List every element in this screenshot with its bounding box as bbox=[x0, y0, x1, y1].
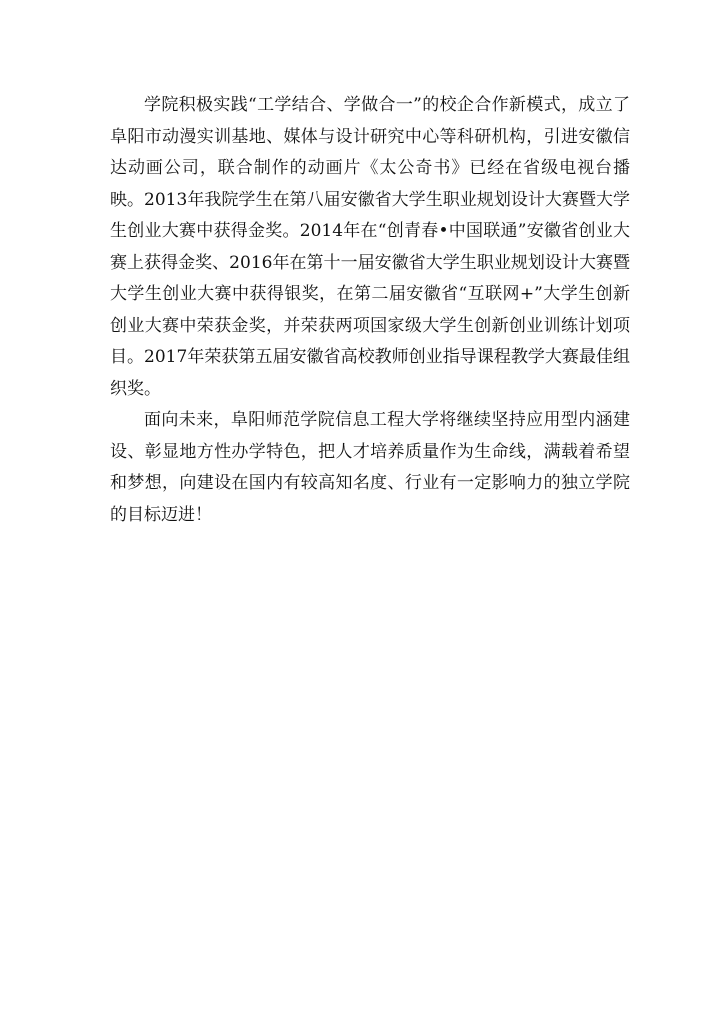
paragraph-achievements: 学院积极实践“工学结合、学做合一”的校企合作新模式，成立了阜阳市动漫实训基地、媒体与设计研究中心等科研机构，引进安徽信达动画公司，联合制作的动画片《太公奇书》已经在省级电视台播映。2013年我院学生在第八届安徽省大学生职业规划设计大赛暨大学生创业大赛中获得金奖。2014年在“创青春•中国联通”安徽省创业大赛上获得金奖、2016年在第十一届安徽省大学生职业规划设计大赛暨大学生创业大赛中获得银奖，在第二届安徽省“互联网+”大学生创新创业大赛中荣获金奖，并荣获两项国家级大学生创新创业训练计划项目。2017年荣获第五届安徽省高校教师创业指导课程教学大赛最佳组织奖。 bbox=[110, 95, 630, 399]
paragraph-future: 面向未来，阜阳师范学院信息工程大学将继续坚持应用型内涵建设、彰显地方性办学特色，把人才培养质量作为生命线，满载着希望和梦想，向建设在国内有较高知名度、行业有一定影响力的独立学院的目标迈进！ bbox=[110, 410, 630, 525]
document-body bbox=[110, 90, 630, 531]
